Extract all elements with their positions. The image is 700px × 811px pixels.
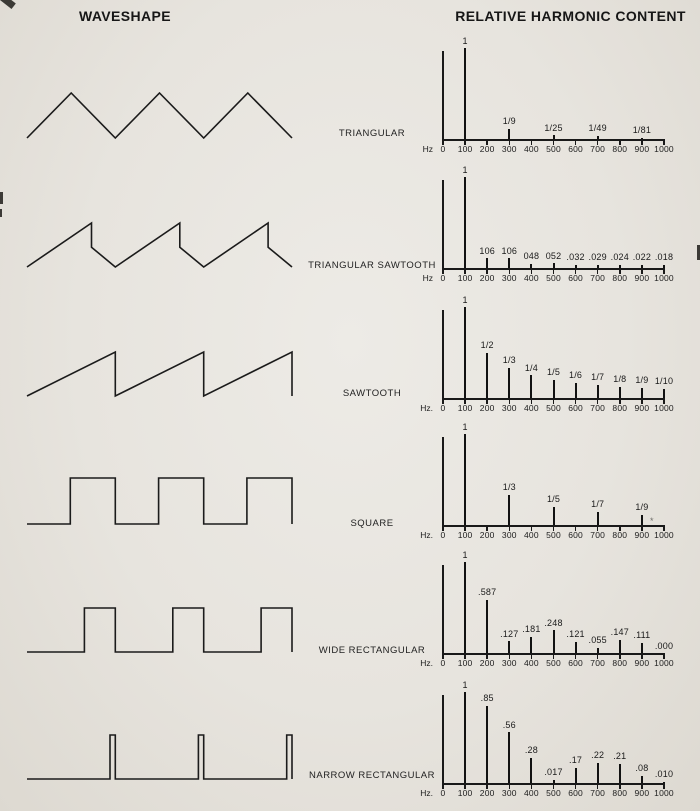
harmonic-chart-sawtooth <box>420 290 700 416</box>
harmonic-bar <box>464 48 466 139</box>
axis-tick-label: 0 <box>440 788 446 798</box>
axis-tick-label: 1000 <box>654 144 674 154</box>
harmonic-value-label: .56 <box>502 719 516 730</box>
axis-tick-label: 300 <box>501 403 517 413</box>
axis-tick-label: 700 <box>590 658 606 668</box>
axis-tick-label: 200 <box>479 530 495 540</box>
axis-tick-label: 100 <box>457 144 473 154</box>
harmonic-bar <box>553 135 555 139</box>
axis-tick-label: 1000 <box>654 788 674 798</box>
axis-tick-label: 300 <box>501 144 517 154</box>
harmonic-value-label: 1/9 <box>635 502 649 513</box>
harmonic-bar <box>575 265 577 269</box>
harmonic-value-label: .000 <box>654 640 674 651</box>
axis-tick-label: 100 <box>457 273 473 283</box>
harmonic-value-label: 1/2 <box>480 340 494 350</box>
harmonic-value-label: 1/7 <box>591 499 605 510</box>
harmonic-bar <box>575 383 577 398</box>
harmonic-value-label: 1/49 <box>588 123 607 133</box>
fundamental-value-label: 1 <box>462 294 468 305</box>
harmonic-value-label: .22 <box>591 750 605 761</box>
axis-tick-label: 500 <box>546 403 561 413</box>
axis-tick-label: 1000 <box>654 403 674 413</box>
harmonic-bar <box>530 637 532 653</box>
harmonic-bar <box>597 648 599 653</box>
harmonic-bar <box>597 265 599 269</box>
axis-tick-label: 600 <box>568 273 583 283</box>
harmonic-value-label: 1/25 <box>544 122 563 133</box>
axis-tick-label: 500 <box>546 273 561 283</box>
harmonic-bar <box>508 495 510 525</box>
harmonic-value-label: 106 <box>479 245 495 256</box>
chart-y-axis <box>442 180 444 268</box>
harmonic-bar <box>597 512 599 525</box>
axis-tick-label: 600 <box>568 144 583 154</box>
harmonic-bar <box>663 265 665 269</box>
harmonic-value-label: .127 <box>500 628 519 639</box>
axis-tick-label: 900 <box>634 658 650 668</box>
axis-tick-label: 500 <box>546 530 561 540</box>
harmonic-value-label: .111 <box>633 630 651 641</box>
chart-y-axis <box>442 695 444 783</box>
axis-tick-label: 0 <box>440 530 446 540</box>
axis-unit-label: Hz. <box>420 788 433 798</box>
harmonic-value-label: 1/6 <box>569 370 583 381</box>
axis-tick-label: 200 <box>479 658 495 668</box>
axis-tick-label: 200 <box>479 788 495 798</box>
harmonic-chart-triangular-sawtooth <box>420 160 700 286</box>
axis-tick-label: 100 <box>457 788 473 798</box>
axis-tick-label: 800 <box>612 658 628 668</box>
axis-tick-label: 0 <box>440 658 446 668</box>
harmonic-value-label: .147 <box>610 627 629 638</box>
harmonic-value-label: .17 <box>569 755 583 766</box>
harmonic-value-label: 1/7 <box>591 372 605 383</box>
harmonic-bar <box>597 763 599 783</box>
axis-tick-label: 900 <box>634 403 650 413</box>
harmonic-bar <box>553 780 555 784</box>
harmonic-bar <box>619 265 621 269</box>
axis-unit-label: Hz <box>422 273 433 283</box>
fundamental-value-label: 1 <box>462 549 468 560</box>
row-label-sawtooth: SAWTOOTH <box>342 388 402 399</box>
axis-tick-label: 800 <box>612 788 628 798</box>
fundamental-value-label: 1 <box>462 421 468 432</box>
axis-tick-label: 600 <box>568 658 583 668</box>
harmonic-value-label: 1/5 <box>546 367 561 378</box>
harmonic-bar <box>508 129 510 139</box>
harmonic-bar <box>641 265 643 269</box>
axis-tick-label: 900 <box>634 144 650 154</box>
harmonic-value-label: 1/4 <box>524 362 538 373</box>
harmonic-bar <box>641 138 643 140</box>
axis-tick-label: 800 <box>612 144 628 154</box>
axis-tick-label: 500 <box>546 788 561 798</box>
harmonic-bar <box>530 264 532 268</box>
harmonic-chart-square <box>420 417 700 543</box>
fundamental-value-label: 1 <box>462 164 468 175</box>
harmonic-value-label: 1/9 <box>635 375 649 386</box>
axis-unit-label: Hz. <box>420 658 433 668</box>
axis-tick-label: 200 <box>479 144 495 154</box>
harmonic-bar <box>597 136 599 140</box>
axis-tick-label: 400 <box>523 273 539 283</box>
harmonic-value-label: .029 <box>588 252 607 262</box>
axis-tick-label: 800 <box>612 403 628 413</box>
axis-tick-label: 400 <box>523 403 539 413</box>
chart-y-axis <box>442 565 444 653</box>
harmonic-value-label: .032 <box>566 252 585 262</box>
harmonic-value-label: .055 <box>588 635 607 646</box>
waveshape-column-header: WAVESHAPE <box>78 8 172 24</box>
harmonic-bar <box>553 380 555 398</box>
harmonic-value-label: 1/9 <box>502 116 516 127</box>
harmonic-bar <box>641 388 643 398</box>
axis-unit-label: Hz. <box>420 530 433 540</box>
axis-tick-label: 1000 <box>654 273 674 283</box>
harmonic-bar <box>575 768 577 783</box>
axis-tick-label: 800 <box>612 273 628 283</box>
axis-tick-label: 500 <box>546 658 561 668</box>
harmonic-chart-triangular <box>420 31 700 157</box>
harmonic-bar <box>619 640 621 653</box>
harmonic-value-label: .587 <box>478 587 497 598</box>
axis-unit-label: Hz. <box>420 403 433 413</box>
harmonic-value-label: .248 <box>544 617 563 628</box>
harmonic-value-label: 1/3 <box>502 482 516 493</box>
harmonic-value-label: .181 <box>522 624 541 635</box>
axis-tick-label: 0 <box>440 273 446 283</box>
axis-tick-label: 600 <box>568 788 583 798</box>
chart-y-axis <box>442 310 444 398</box>
axis-tick-label: 300 <box>501 788 517 798</box>
axis-tick-label: 400 <box>523 530 539 540</box>
harmonic-value-label: .024 <box>610 252 629 262</box>
harmonic-value-label: .121 <box>566 629 585 640</box>
axis-tick-label: 800 <box>612 530 628 540</box>
harmonic-value-label: .017 <box>544 767 563 777</box>
chart-footnote-asterisk: * <box>649 516 654 526</box>
harmonic-value-label: .21 <box>613 751 627 762</box>
axis-unit-label: Hz <box>422 144 433 154</box>
row-label-wide-rectangular: WIDE RECTANGULAR <box>318 645 426 656</box>
harmonic-content-column-header: RELATIVE HARMONIC CONTENT <box>455 8 686 24</box>
axis-tick-label: 900 <box>634 788 650 798</box>
axis-tick-label: 0 <box>440 403 446 413</box>
harmonic-bar <box>530 375 532 398</box>
axis-tick-label: 300 <box>501 273 517 283</box>
harmonic-bar <box>663 782 665 784</box>
harmonic-bar <box>619 387 621 398</box>
harmonic-value-label: 052 <box>545 250 562 261</box>
harmonic-value-label: 048 <box>523 251 540 262</box>
harmonic-chart-wide-rectangular <box>420 545 700 671</box>
axis-tick-label: 600 <box>568 403 583 413</box>
harmonic-value-label: 1/8 <box>613 374 627 385</box>
axis-tick-label: 400 <box>523 144 539 154</box>
harmonic-value-label: .010 <box>654 769 674 779</box>
harmonic-value-label: 1/3 <box>502 355 516 366</box>
chart-y-axis <box>442 51 444 139</box>
fundamental-value-label: 1 <box>462 679 468 690</box>
axis-tick-label: 600 <box>568 530 583 540</box>
harmonic-value-label: .85 <box>480 693 494 704</box>
harmonic-bar <box>553 263 555 268</box>
axis-tick-label: 900 <box>634 273 650 283</box>
axis-tick-label: 400 <box>523 788 539 798</box>
harmonic-bar <box>508 732 510 783</box>
axis-tick-label: 200 <box>479 273 495 283</box>
harmonic-value-label: 1/5 <box>546 494 561 505</box>
harmonic-bar <box>464 692 466 783</box>
axis-tick-label: 700 <box>590 403 606 413</box>
axis-tick-label: 1000 <box>654 530 674 540</box>
harmonic-value-label: .08 <box>635 763 649 774</box>
harmonic-bar <box>597 385 599 398</box>
harmonic-value-label: .28 <box>524 745 538 756</box>
row-label-narrow-rectangular: NARROW RECTANGULAR <box>309 770 435 781</box>
axis-tick-label: 0 <box>440 144 446 154</box>
axis-tick-label: 900 <box>634 530 650 540</box>
harmonic-value-label: .022 <box>632 252 652 262</box>
axis-tick-label: 300 <box>501 658 517 668</box>
axis-tick-label: 100 <box>457 658 473 668</box>
row-label-triangular: TRIANGULAR <box>338 128 406 139</box>
axis-tick-label: 700 <box>590 788 606 798</box>
row-label-triangular-sawtooth: TRIANGULAR SAWTOOTH <box>308 260 436 271</box>
harmonic-bar <box>464 562 466 653</box>
harmonic-bar <box>553 507 555 525</box>
harmonic-bar <box>663 389 665 398</box>
row-label-square: SQUARE <box>350 518 394 529</box>
fundamental-value-label: 1 <box>462 35 468 46</box>
harmonic-value-label: 106 <box>501 245 518 256</box>
axis-tick-label: 300 <box>501 530 517 540</box>
axis-tick-label: 500 <box>546 144 561 154</box>
harmonic-bar <box>464 307 466 398</box>
scan-artifact <box>0 209 2 217</box>
harmonic-value-label: 1/10 <box>654 376 674 387</box>
axis-tick-label: 200 <box>479 403 495 413</box>
chart-y-axis <box>442 437 444 525</box>
harmonic-bar <box>641 515 643 525</box>
axis-tick-label: 100 <box>457 530 473 540</box>
axis-tick-label: 1000 <box>654 658 674 668</box>
harmonic-value-label: 1/81 <box>632 125 652 135</box>
axis-tick-label: 700 <box>590 144 606 154</box>
axis-tick-label: 100 <box>457 403 473 413</box>
harmonic-bar <box>486 600 488 653</box>
axis-tick-label: 700 <box>590 530 606 540</box>
axis-tick-label: 400 <box>523 658 539 668</box>
axis-tick-label: 700 <box>590 273 606 283</box>
harmonic-bar <box>464 434 466 525</box>
harmonic-bar <box>508 641 510 653</box>
harmonic-bar <box>486 258 488 268</box>
harmonic-chart-narrow-rectangular <box>420 675 700 801</box>
harmonic-value-label: .018 <box>654 252 674 262</box>
scan-artifact <box>0 192 3 204</box>
harmonic-bar <box>486 706 488 783</box>
